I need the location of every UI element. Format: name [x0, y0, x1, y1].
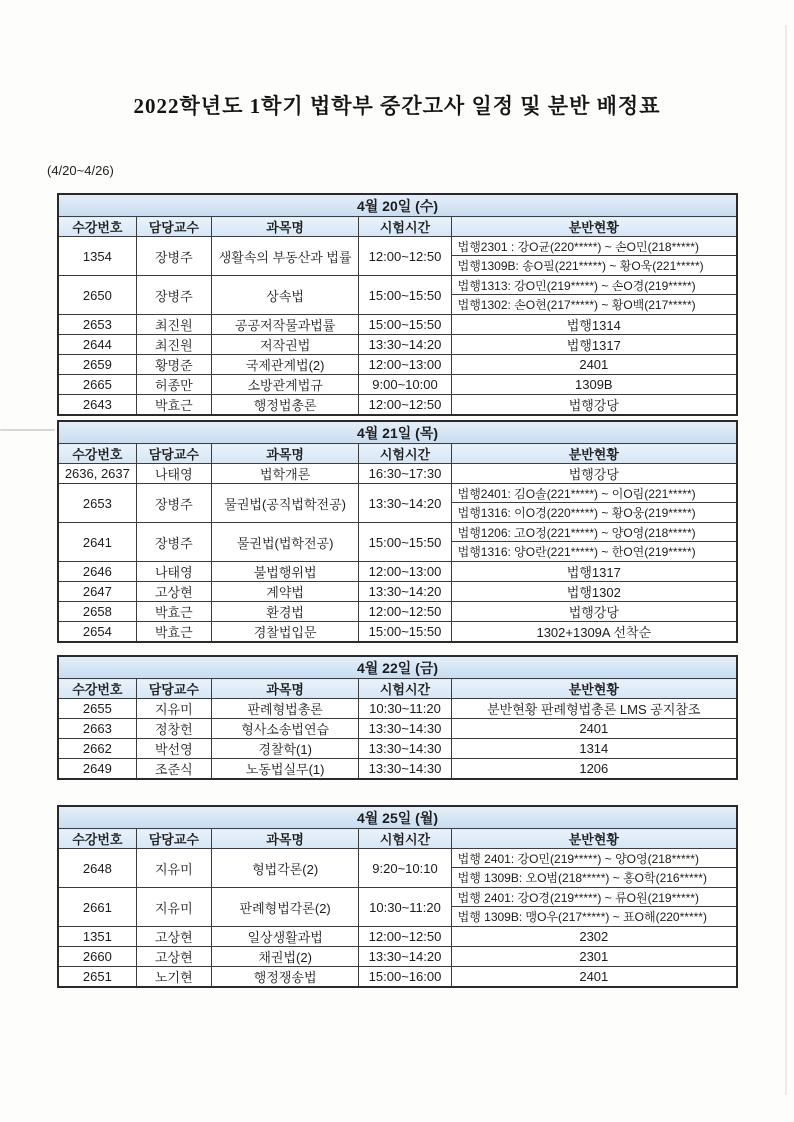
- assignment-line: 법행1302: 손O현(217*****) ~ 황O백(217*****): [457, 298, 696, 312]
- code-cell: 2650: [58, 276, 136, 315]
- column-header: 과목명: [211, 679, 358, 699]
- table-date-title: 4월 22일 (금): [58, 656, 737, 679]
- prof-cell: 박선영: [136, 739, 211, 759]
- code-cell: 2660: [58, 947, 136, 967]
- date-range-label: (4/20~4/26): [47, 163, 114, 178]
- column-header: 시험시간: [359, 829, 451, 849]
- assignment-cell: 1314: [451, 739, 737, 759]
- schedule-table: [57, 420, 738, 643]
- column-header: 수강번호: [58, 217, 136, 237]
- column-header: 과목명: [211, 217, 358, 237]
- code-cell: 2644: [58, 335, 136, 355]
- assignment-cell: 법행강당: [451, 602, 737, 622]
- column-header-row: [58, 829, 737, 849]
- table-date-title: 4월 21일 (목): [58, 421, 737, 444]
- column-header: 분반현황: [451, 217, 737, 237]
- column-header-row: [58, 444, 737, 464]
- code-cell: 1351: [58, 927, 136, 947]
- date-header-row: [58, 806, 737, 829]
- prof-cell: 지유미: [136, 888, 211, 927]
- assignment-cell: [451, 276, 737, 315]
- column-header: 수강번호: [58, 829, 136, 849]
- table-row: [58, 849, 737, 888]
- course-cell: 행정쟁송법: [211, 967, 358, 988]
- course-cell: 소방관계법규: [211, 375, 358, 395]
- schedule-table: [57, 805, 738, 988]
- time-cell: 15:00~15:50: [359, 523, 451, 562]
- assignment-line: 법행 2401: 강O민(219*****) ~ 양O영(218*****): [452, 849, 736, 868]
- time-cell: 10:30~11:20: [359, 888, 451, 927]
- time-cell: 12:00~12:50: [359, 237, 451, 276]
- assignment-cell: [451, 888, 737, 927]
- page-title: 2022학년도 1학기 법학부 중간고사 일정 및 분반 배정표: [133, 94, 661, 118]
- course-cell: 형법각론(2): [211, 849, 358, 888]
- column-header: 과목명: [211, 829, 358, 849]
- code-cell: 1354: [58, 237, 136, 276]
- assignment-cell: 법행1317: [451, 562, 737, 582]
- table-row: [58, 739, 737, 759]
- course-cell: 판례형법각론(2): [211, 888, 358, 927]
- code-cell: 2659: [58, 355, 136, 375]
- table-date-title: 4월 20일 (수): [58, 194, 737, 217]
- assignment-cell: 1206: [451, 759, 737, 780]
- assignment-line: 법행1316: 이O경(220*****) ~ 황O웅(219*****): [457, 506, 696, 520]
- assignment-cell: 법행1314: [451, 315, 737, 335]
- course-cell: 물권법(공직법학전공): [211, 484, 358, 523]
- table-row: [58, 237, 737, 276]
- prof-cell: 고상현: [136, 927, 211, 947]
- assignment-cell: 법행강당: [451, 464, 737, 484]
- assignment-line: 법행1309B: 송O필(221*****) ~ 황O욱(221*****): [457, 259, 704, 273]
- assignment-cell: 1309B: [451, 375, 737, 395]
- table-row: [58, 927, 737, 947]
- prof-cell: 장병주: [136, 276, 211, 315]
- prof-cell: 박효근: [136, 622, 211, 643]
- column-header: 분반현황: [451, 444, 737, 464]
- course-cell: 행정법총론: [211, 395, 358, 416]
- course-cell: 공공저작물과법률: [211, 315, 358, 335]
- prof-cell: 장병주: [136, 484, 211, 523]
- course-cell: 계약법: [211, 582, 358, 602]
- prof-cell: 고상현: [136, 947, 211, 967]
- code-cell: 2653: [58, 484, 136, 523]
- course-cell: 판례형법총론: [211, 699, 358, 719]
- table-row: [58, 375, 737, 395]
- assignment-cell: 법행1317: [451, 335, 737, 355]
- assignment-line: 법행1206: 고O정(221*****) ~ 양O영(218*****): [452, 523, 736, 542]
- prof-cell: 최진원: [136, 335, 211, 355]
- prof-cell: 지유미: [136, 849, 211, 888]
- course-cell: 일상생활과법: [211, 927, 358, 947]
- assignment-cell: [451, 237, 737, 276]
- assignment-cell: 1302+1309A 선착순: [451, 622, 737, 643]
- assignment-cell: 2302: [451, 927, 737, 947]
- course-cell: 상속법: [211, 276, 358, 315]
- column-header: 담당교수: [136, 444, 211, 464]
- prof-cell: 장병주: [136, 237, 211, 276]
- assignment-cell: 법행강당: [451, 395, 737, 416]
- date-header-row: [58, 421, 737, 444]
- prof-cell: 정창헌: [136, 719, 211, 739]
- column-header: 과목명: [211, 444, 358, 464]
- table-row: [58, 947, 737, 967]
- code-cell: 2649: [58, 759, 136, 780]
- date-header-row: [58, 656, 737, 679]
- course-cell: 경찰법입문: [211, 622, 358, 643]
- time-cell: 12:00~12:50: [359, 927, 451, 947]
- code-cell: 2662: [58, 739, 136, 759]
- code-cell: 2651: [58, 967, 136, 988]
- schedule-table: [57, 193, 738, 416]
- code-cell: 2641: [58, 523, 136, 562]
- code-cell: 2665: [58, 375, 136, 395]
- time-cell: 12:00~13:00: [359, 355, 451, 375]
- column-header: 분반현황: [451, 829, 737, 849]
- assignment-line: 법행 1309B: 맹O우(217*****) ~ 표O해(220*****): [457, 910, 707, 924]
- prof-cell: 나태영: [136, 562, 211, 582]
- assignment-cell: 분반현황 판례형법총론 LMS 공지참조: [451, 699, 737, 719]
- time-cell: 13:30~14:30: [359, 719, 451, 739]
- code-cell: 2636, 2637: [58, 464, 136, 484]
- time-cell: 13:30~14:20: [359, 582, 451, 602]
- assignment-cell: 2401: [451, 355, 737, 375]
- table-date-title: 4월 25일 (월): [58, 806, 737, 829]
- table-row: [58, 888, 737, 927]
- column-header: 시험시간: [359, 217, 451, 237]
- course-cell: 법학개론: [211, 464, 358, 484]
- column-header-row: [58, 679, 737, 699]
- time-cell: 12:00~12:50: [359, 602, 451, 622]
- course-cell: 채권법(2): [211, 947, 358, 967]
- table-row: [58, 335, 737, 355]
- time-cell: 13:30~14:20: [359, 335, 451, 355]
- code-cell: 2643: [58, 395, 136, 416]
- code-cell: 2654: [58, 622, 136, 643]
- time-cell: 15:00~16:00: [359, 967, 451, 988]
- prof-cell: 허종만: [136, 375, 211, 395]
- column-header: 시험시간: [359, 679, 451, 699]
- prof-cell: 조준식: [136, 759, 211, 780]
- prof-cell: 최진원: [136, 315, 211, 335]
- time-cell: 13:30~14:20: [359, 947, 451, 967]
- time-cell: 15:00~15:50: [359, 315, 451, 335]
- code-cell: 2647: [58, 582, 136, 602]
- code-cell: 2661: [58, 888, 136, 927]
- code-cell: 2658: [58, 602, 136, 622]
- time-cell: 13:30~14:30: [359, 739, 451, 759]
- time-cell: 9:20~10:10: [359, 849, 451, 888]
- assignment-line: 법행1313: 강O민(219*****) ~ 손O경(219*****): [452, 276, 736, 295]
- column-header: 시험시간: [359, 444, 451, 464]
- table-row: [58, 355, 737, 375]
- course-cell: 환경법: [211, 602, 358, 622]
- column-header: 담당교수: [136, 217, 211, 237]
- table-row: [58, 719, 737, 739]
- table-row: [58, 602, 737, 622]
- course-cell: 노동법실무(1): [211, 759, 358, 780]
- code-cell: 2653: [58, 315, 136, 335]
- table-row: [58, 276, 737, 315]
- prof-cell: 황명준: [136, 355, 211, 375]
- code-cell: 2663: [58, 719, 136, 739]
- column-header: 분반현황: [451, 679, 737, 699]
- assignment-line: 법행1316: 양O란(221*****) ~ 한O연(219*****): [457, 545, 696, 559]
- column-header: 담당교수: [136, 679, 211, 699]
- assignment-cell: 2401: [451, 967, 737, 988]
- time-cell: 9:00~10:00: [359, 375, 451, 395]
- table-row: [58, 622, 737, 643]
- prof-cell: 나태영: [136, 464, 211, 484]
- assignment-cell: [451, 484, 737, 523]
- course-cell: 물권법(법학전공): [211, 523, 358, 562]
- code-cell: 2648: [58, 849, 136, 888]
- table-row: [58, 967, 737, 988]
- table-row: [58, 699, 737, 719]
- prof-cell: 노기현: [136, 967, 211, 988]
- prof-cell: 장병주: [136, 523, 211, 562]
- assignment-cell: [451, 849, 737, 888]
- course-cell: 불법행위법: [211, 562, 358, 582]
- code-cell: 2655: [58, 699, 136, 719]
- assignment-line: 법행2401: 김O솔(221*****) ~ 이O림(221*****): [452, 484, 736, 503]
- assignment-cell: 2401: [451, 719, 737, 739]
- table-row: [58, 759, 737, 780]
- time-cell: 15:00~15:50: [359, 276, 451, 315]
- scan-edge-line: [785, 25, 787, 1095]
- table-row: [58, 523, 737, 562]
- column-header: 수강번호: [58, 444, 136, 464]
- assignment-cell: 법행1302: [451, 582, 737, 602]
- assignment-cell: 2301: [451, 947, 737, 967]
- prof-cell: 박효근: [136, 395, 211, 416]
- time-cell: 16:30~17:30: [359, 464, 451, 484]
- table-row: [58, 395, 737, 416]
- course-cell: 형사소송법연습: [211, 719, 358, 739]
- course-cell: 국제관계법(2): [211, 355, 358, 375]
- assignment-line: 법행2301 : 강O균(220*****) ~ 손O민(218*****): [452, 237, 736, 256]
- time-cell: 12:00~13:00: [359, 562, 451, 582]
- table-row: [58, 315, 737, 335]
- prof-cell: 박효근: [136, 602, 211, 622]
- table-row: [58, 582, 737, 602]
- time-cell: 10:30~11:20: [359, 699, 451, 719]
- assignment-line: 법행 2401: 강O경(219*****) ~ 류O원(219*****): [452, 888, 736, 907]
- time-cell: 12:00~12:50: [359, 395, 451, 416]
- column-header: 담당교수: [136, 829, 211, 849]
- time-cell: 15:00~15:50: [359, 622, 451, 643]
- time-cell: 13:30~14:30: [359, 759, 451, 780]
- schedule-table: [57, 655, 738, 780]
- prof-cell: 고상현: [136, 582, 211, 602]
- time-cell: 13:30~14:20: [359, 484, 451, 523]
- column-header-row: [58, 217, 737, 237]
- date-header-row: [58, 194, 737, 217]
- assignment-line: 법행 1309B: 오O범(218*****) ~ 홍O학(216*****): [457, 871, 707, 885]
- assignment-cell: [451, 523, 737, 562]
- code-cell: 2646: [58, 562, 136, 582]
- table-row: [58, 562, 737, 582]
- table-row: [58, 464, 737, 484]
- prof-cell: 지유미: [136, 699, 211, 719]
- column-header: 수강번호: [58, 679, 136, 699]
- course-cell: 경찰학(1): [211, 739, 358, 759]
- scan-artifact-line: [0, 429, 55, 431]
- course-cell: 생활속의 부동산과 법률: [211, 237, 358, 276]
- course-cell: 저작권법: [211, 335, 358, 355]
- table-row: [58, 484, 737, 523]
